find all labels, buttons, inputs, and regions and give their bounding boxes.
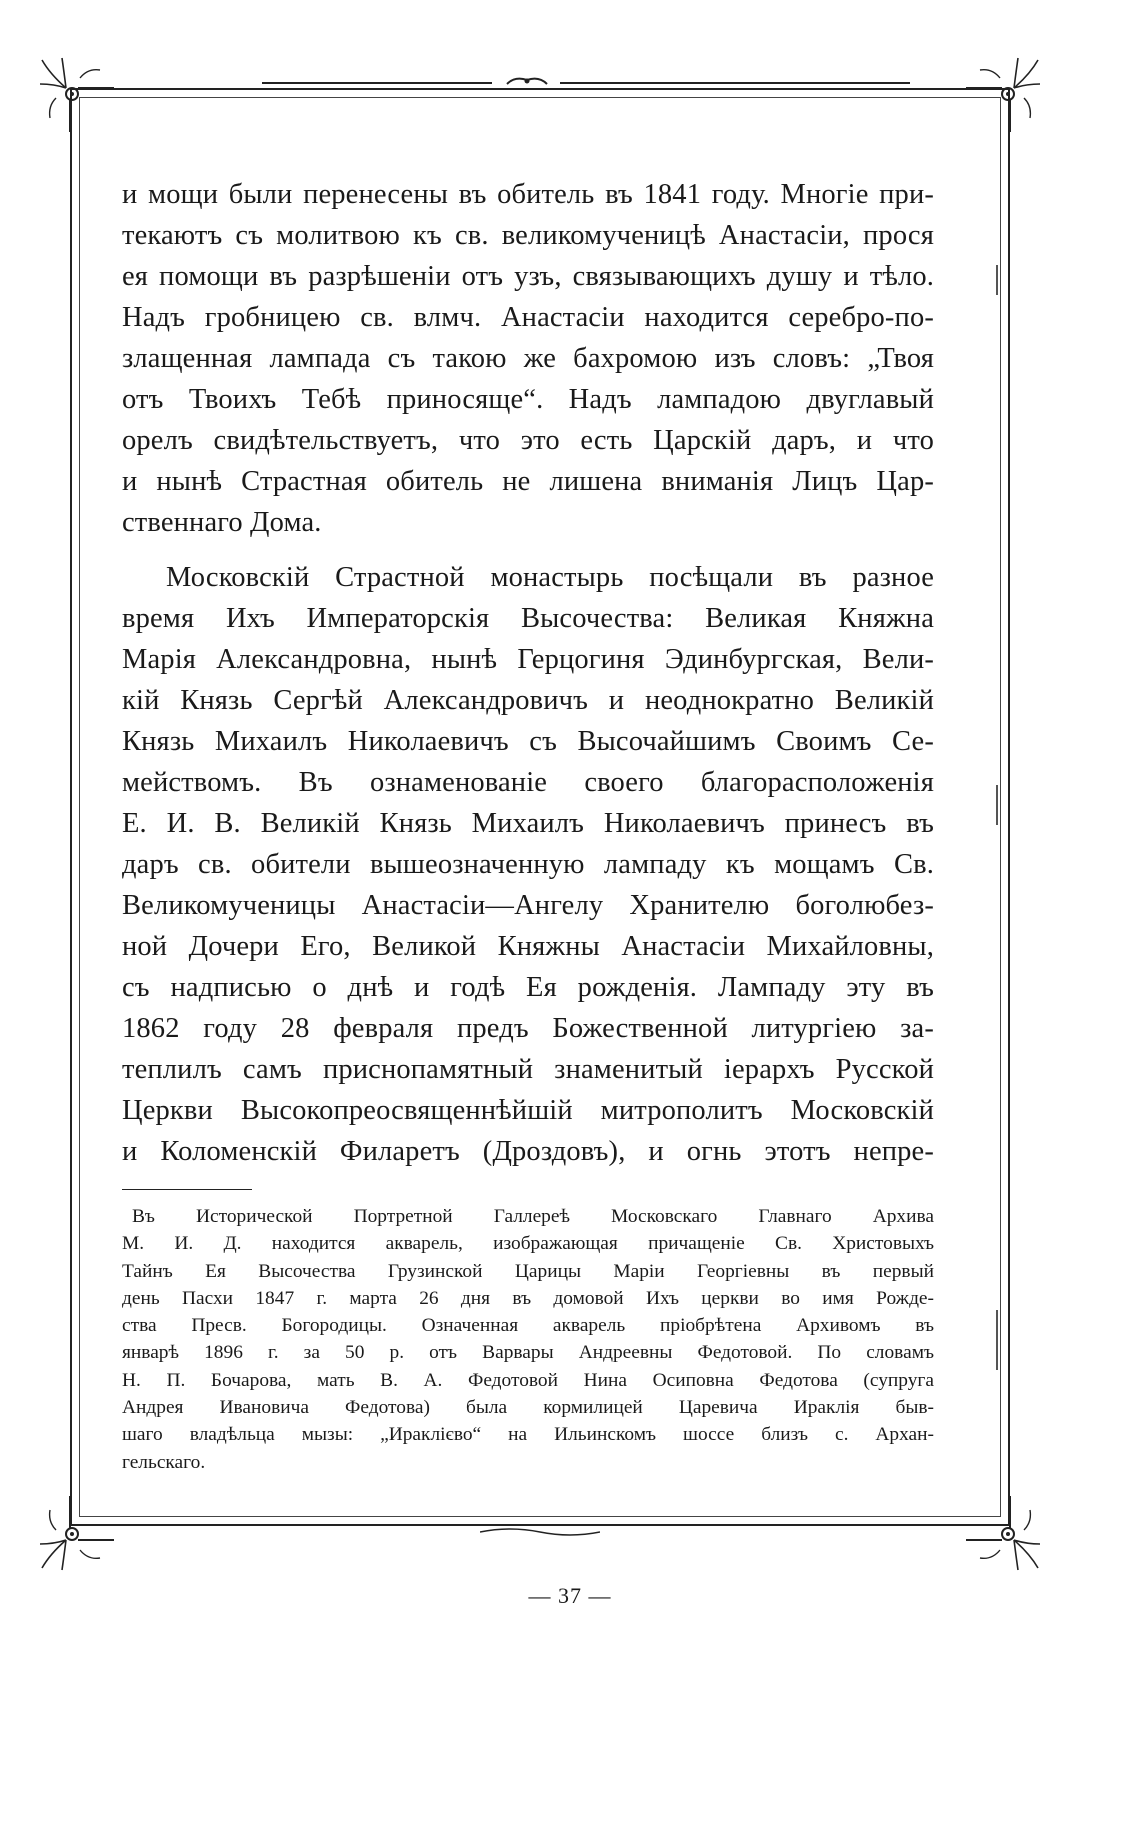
footnote-line: гельскаго. xyxy=(122,1451,206,1473)
text-line: ея помощи въ разрѣшеніи отъ узъ, связывающихъ душу и тѣло. xyxy=(122,261,934,292)
bottom-ornament-icon xyxy=(480,1526,600,1538)
footnote-line: Тайнъ Ея Высочества Грузинской Царицы Маріи Георгіевны въ первый xyxy=(122,1260,934,1282)
text-line: злащенная лампада съ такою же бахромою изъ словъ: „Твоя xyxy=(122,343,934,374)
footnote-line: шаго владѣльца мызы: „Ираклієво“ на Ильинскомъ шоссе близъ с. Архан- xyxy=(122,1424,934,1446)
corner-ornament-icon xyxy=(966,1496,1044,1574)
text-line: 1862 году 28 февраля предъ Божественной литургіею за- xyxy=(122,1013,934,1044)
top-rule-left xyxy=(262,82,492,84)
text-line: Церкви Высокопреосвященнѣйшій митрополитъ Московскій xyxy=(122,1095,934,1126)
footnote-line: М. И. Д. находится акварель, изображающая причащеніе Св. Христовыхъ xyxy=(122,1233,934,1255)
text-line: ственнаго Дома. xyxy=(122,507,322,538)
text-line: ной Дочери Его, Великой Княжны Анастасіи Михайловны, xyxy=(122,931,934,962)
margin-mark xyxy=(996,1310,998,1370)
footnote-line: ства Пресв. Богородицы. Означенная акварель пріобрѣтена Архивомъ въ xyxy=(122,1315,934,1337)
main-text-block xyxy=(122,174,934,1172)
footnote-line: Н. П. Бочарова, мать В. А. Федотовой Нина Осиповна Федотова (супруга xyxy=(122,1369,934,1391)
text-line: и Коломенскій Филаретъ (Дроздовъ), и огнь этотъ непре- xyxy=(122,1136,934,1167)
text-line: орелъ свидѣтельствуетъ, что это есть Царскій даръ, и что xyxy=(122,425,934,456)
text-line: время Ихъ Императорскія Высочества: Великая Княжна xyxy=(122,603,934,634)
top-ornament-icon xyxy=(505,74,549,88)
text-line: даръ св. обители вышеозначенную лампаду къ мощамъ Св. xyxy=(122,849,934,880)
text-line: Марія Александровна, нынѣ Герцогиня Эдинбургская, Вели- xyxy=(122,644,934,675)
text-line: кій Князь Сергѣй Александровичъ и неоднократно Великій xyxy=(122,685,934,716)
text-line: Надъ гробницею св. влмч. Анастасіи находится серебро-по- xyxy=(122,302,934,333)
paragraph-first-line: Московскій Страстной монастырь посѣщали въ разное xyxy=(166,562,934,593)
text-line: Князь Михаилъ Николаевичъ съ Высочайшимъ Своимъ Се- xyxy=(122,726,934,757)
text-line: Е. И. В. Великій Князь Михаилъ Николаевичъ принесъ въ xyxy=(122,808,934,839)
footnote-block xyxy=(122,1203,934,1476)
text-line: отъ Твоихъ Тебѣ приносяще“. Надъ лампадою двуглавый xyxy=(122,384,934,415)
footnote-line: январѣ 1896 г. за 50 р. отъ Варвары Андреевны Федотовой. По словамъ xyxy=(122,1342,934,1364)
corner-ornament-icon xyxy=(36,54,114,132)
footnote-separator xyxy=(122,1189,252,1190)
text-line: теплилъ самъ приснопамятный знаменитый іерархъ Русской xyxy=(122,1054,934,1085)
text-line: текаютъ съ молитвою къ св. великомученицѣ Анастасіи, прося xyxy=(122,220,934,251)
text-line: и мощи были перенесены въ обитель въ 1841 году. Многіе при- xyxy=(122,179,934,210)
top-rule-right xyxy=(560,82,910,84)
footnote-line: Андрея Ивановича Федотова) была кормилицей Царевича Ираклія быв- xyxy=(122,1397,934,1419)
text-line: Великомученицы Анастасіи—Ангелу Хранителю боголюбез- xyxy=(122,890,934,921)
text-line: мействомъ. Въ ознаменованіе своего благорасположенія xyxy=(122,767,934,798)
page-number: — 37 — xyxy=(528,1583,612,1608)
margin-mark xyxy=(996,265,998,295)
footnote-line: день Пасхи 1847 г. марта 26 дня въ домовой Ихъ церкви во имя Рожде- xyxy=(122,1287,934,1309)
text-line: съ надписью о днѣ и годѣ Ея рожденія. Лампаду эту въ xyxy=(122,972,934,1003)
margin-mark xyxy=(996,785,998,825)
corner-ornament-icon xyxy=(36,1496,114,1574)
footnote-line: Въ Исторической Портретной Галлереѣ Московскаго Главнаго Архива xyxy=(132,1206,934,1227)
corner-ornament-icon xyxy=(966,54,1044,132)
text-line: и нынѣ Страстная обитель не лишена вниманія Лицъ Цар- xyxy=(122,466,934,497)
